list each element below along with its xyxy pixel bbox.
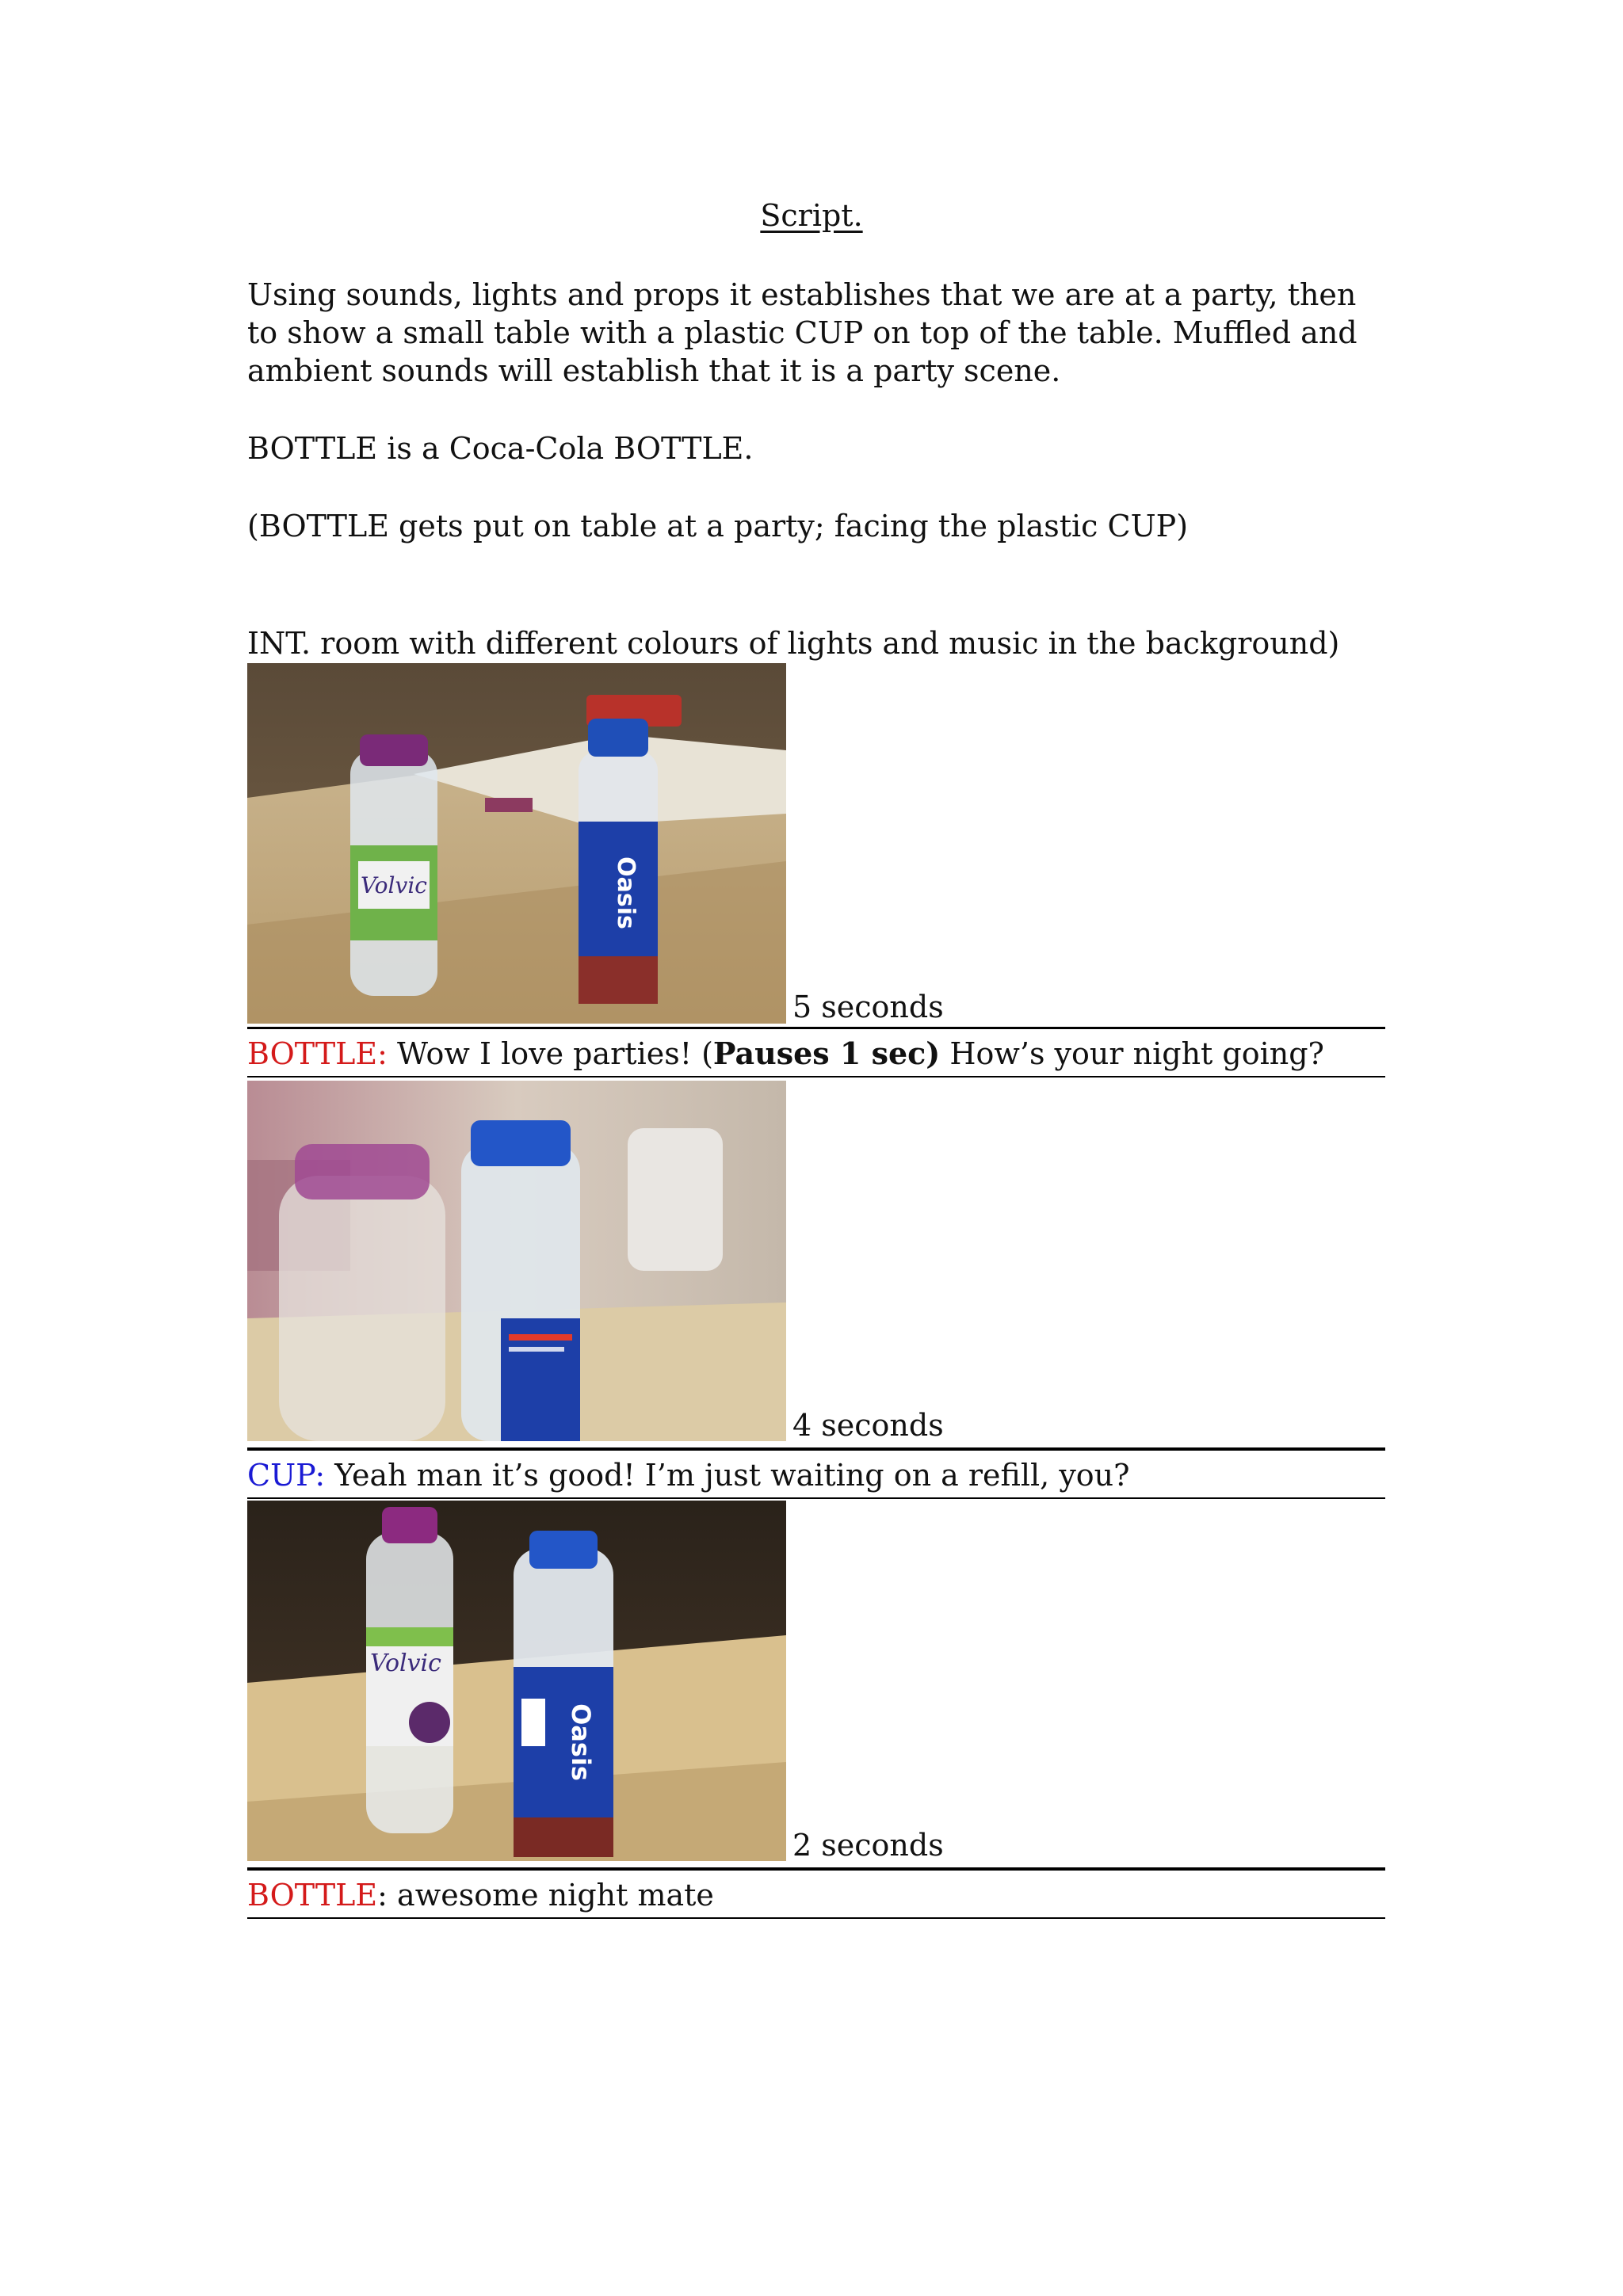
shot-3-divider [247,1867,1385,1871]
shot-1-image [247,663,786,1024]
shot-2-dialogue [247,1456,1385,1494]
stage-direction: (BOTTLE gets put on table at a party; facing the plastic CUP) [247,509,1189,543]
shot-1-dialogue-underline [247,1076,1385,1077]
shot-1-text-after: How’s your night going? [940,1036,1324,1071]
shot-1-duration: 5 seconds [792,990,944,1024]
shot-1-speaker: BOTTLE: [247,1036,388,1071]
shot-2-photo [247,1081,786,1441]
shot-3-text: : awesome night mate [377,1878,714,1913]
shot-2-dialogue-underline [247,1497,1385,1499]
shot-3-volvic-label: Volvic [370,1650,441,1677]
intro-paragraph: Using sounds, lights and props it establishes that we are at a party, then to show a small table with a plastic CUP on top of the table. Muffled and ambient sounds will establish that it is a party scene. [247,277,1358,388]
shot-3-oasis-label: Oasis [566,1703,596,1781]
shot-3-photo [247,1501,786,1861]
bottle-note: BOTTLE is a Coca-Cola BOTTLE. [247,431,754,466]
shot-2-text: Yeah man it’s good! I’m just waiting on a refill, you? [325,1458,1130,1493]
shot-3-duration: 2 seconds [792,1828,944,1863]
shot-2-duration: 4 seconds [792,1408,944,1443]
shot-2-speaker: CUP: [247,1458,326,1493]
shot-1-text-before: Wow I love parties! ( [387,1036,713,1071]
shot-3-dialogue [247,1876,1385,1914]
shot-2-image [247,1081,786,1441]
shot-3-image [247,1501,786,1861]
shot-1-volvic-label: Volvic [361,872,427,898]
shot-2-divider [247,1447,1385,1451]
shot-1-photo [247,663,786,1024]
shot-1-oasis-label: Oasis [612,856,640,929]
shot-1-bold-direction: Pauses 1 sec) [712,1035,941,1071]
shot-1-divider [247,1027,1385,1029]
shot-1-dialogue [247,1035,1385,1073]
shot-3-speaker: BOTTLE [247,1878,378,1913]
shot-3-dialogue-underline [247,1917,1385,1919]
scene-heading: INT. room with different colours of lights and music in the background) [247,626,1340,661]
page-title: Script. [760,198,863,233]
